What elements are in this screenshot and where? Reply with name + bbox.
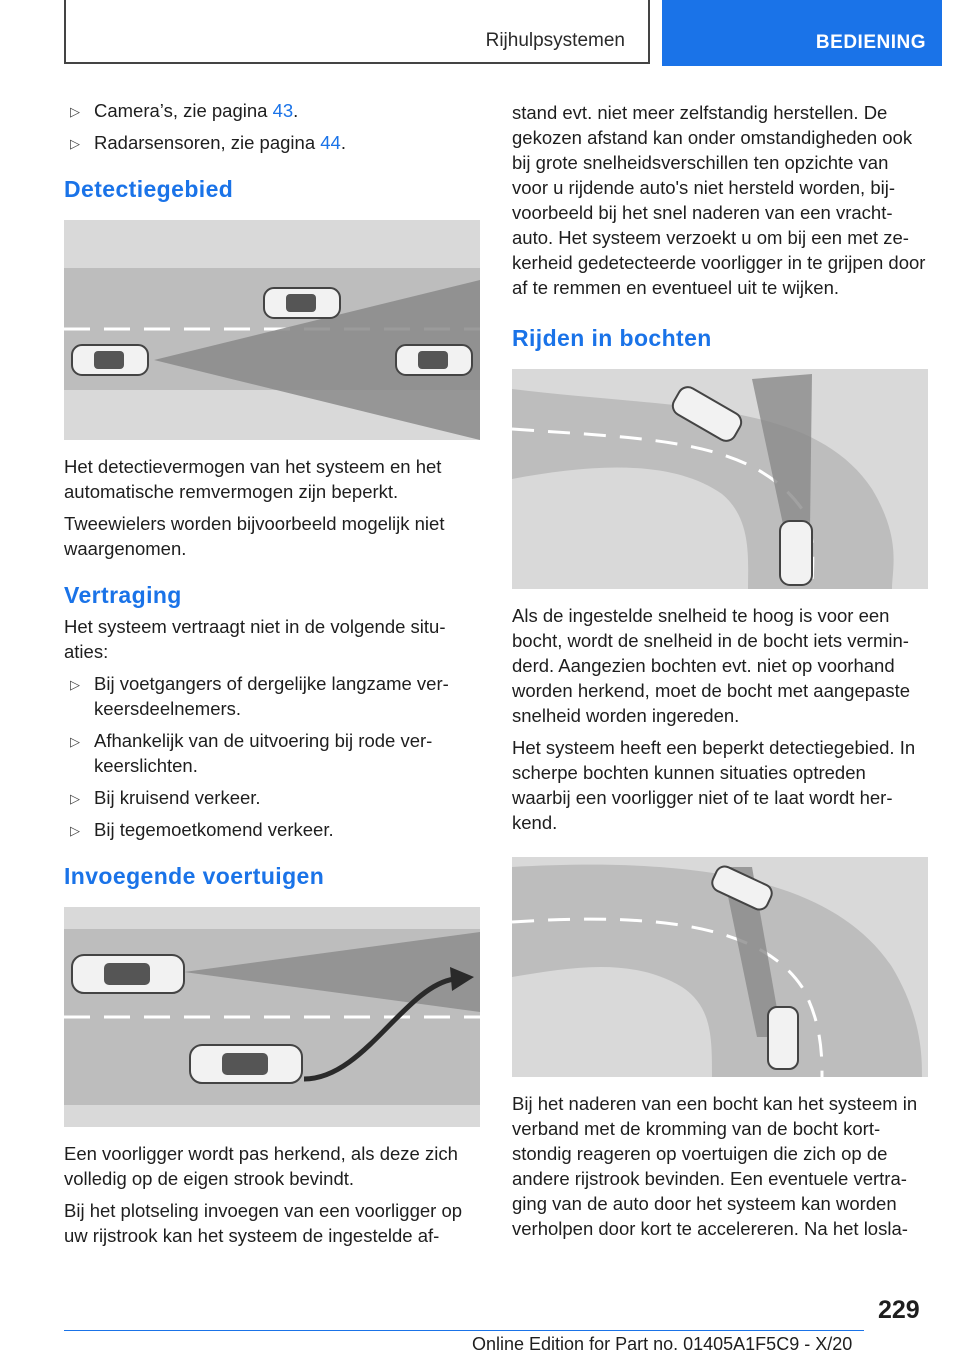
left-column (64, 98, 480, 1255)
paragraph: Een voorligger wordt pas herkend, als deze zich volledig op de eigen strook bevindt. (64, 1143, 458, 1189)
paragraph: Het detectievermogen van het systeem en het automatische remvermogen zijn beperkt. (64, 456, 442, 502)
header-section-title: Rijhulpsystemen (485, 30, 625, 51)
heading-invoegende-voertuigen: Invoegende voertuigen (64, 863, 325, 889)
right-column (512, 98, 928, 1248)
paragraph: Tweewielers worden bijvoorbeeld mogelijk niet waargenomen. (64, 513, 445, 559)
bullet-triangle-icon: ▷ (70, 791, 80, 806)
merging-vehicle-illustration (64, 907, 480, 1127)
detection-area-illustration (64, 220, 480, 440)
heading-detectiegebied: Detectiegebied (64, 176, 234, 202)
paragraph: Als de ingestelde snelheid te hoog is voor een bocht, wordt de snelheid in de bocht iets vermin‐derd. Aangezien bochten evt. niet op voorhand worden herkend, moet de bocht met aangepaste snelheid worden ingereden. (512, 605, 911, 726)
edition-footer: Online Edition for Part no. 01405A1F5C9 - X/20 (472, 1334, 853, 1354)
page-link[interactable]: 44 (320, 132, 341, 153)
bullet-triangle-icon: ▷ (70, 734, 80, 749)
list-item: ▷ Radarsensoren, zie pagina 44. (64, 130, 480, 155)
list-item: ▷ Camera’s, zie pagina 43. (64, 98, 480, 123)
chapter-tab[interactable] (662, 0, 942, 66)
heading-rijden-in-bochten: Rijden in bochten (512, 325, 712, 351)
bullet-triangle-icon: ▷ (70, 677, 80, 692)
list-item: ▷ Afhankelijk van de uitvoering bij rode ver‐keerslichten. (70, 730, 433, 776)
paragraph: Bij het plotseling invoegen van een voorligger op uw rijstrook kan het systeem de ingestelde af‐ (64, 1200, 463, 1246)
list-item: ▷ Bij tegemoetkomend verkeer. (64, 817, 480, 842)
page-link[interactable]: 43 (272, 100, 294, 121)
bullet-triangle-icon: ▷ (70, 104, 80, 119)
list-item: ▷ Bij voetgangers of dergelijke langzame ver‐keersdeelnemers. (70, 673, 449, 719)
paragraph: Het systeem vertraagt niet in de volgende situ‐aties: (64, 616, 446, 662)
paragraph: Het systeem heeft een beperkt detectiegebied. In scherpe bochten kunnen situaties optreden waarbij een voorligger niet of te laat wordt her‐kend. (512, 737, 916, 833)
heading-vertraging: Vertraging (64, 582, 182, 608)
bullet-triangle-icon: ▷ (70, 136, 80, 151)
paragraph: Bij het naderen van een bocht kan het systeem in verband met de kromming van de bocht kort‐stondig reageren op voertuigen die zich op de andere rijstrook bevinden. Een eventuele vertra‐ging van de auto door het systeem kan worden verholpen door kort te accelereren. Na het losla‐ (512, 1093, 918, 1239)
page-number: 229 (878, 1296, 920, 1324)
curve-driving-illustration (512, 369, 928, 589)
chapter-tab-label: BEDIENING (815, 32, 926, 53)
list-item: ▷ Bij kruisend verkeer. (64, 785, 480, 810)
footer-divider (64, 1330, 864, 1331)
curve-oncoming-illustration (512, 857, 928, 1077)
paragraph: stand evt. niet meer zelfstandig herstellen. De gekozen afstand kan onder omstandigheden ook bij grote snelheidsverschillen ten opzichte van voor u rijdende auto's niet hersteld worden, bij‐voorbeeld bij het snel naderen van een vracht‐auto. Het systeem verzoekt u om bij een met ze‐kerheid gedetecteerde voorligger in te grijpen door af te remmen en eventueel uit te wijken. (512, 102, 926, 298)
bullet-triangle-icon: ▷ (70, 823, 80, 838)
